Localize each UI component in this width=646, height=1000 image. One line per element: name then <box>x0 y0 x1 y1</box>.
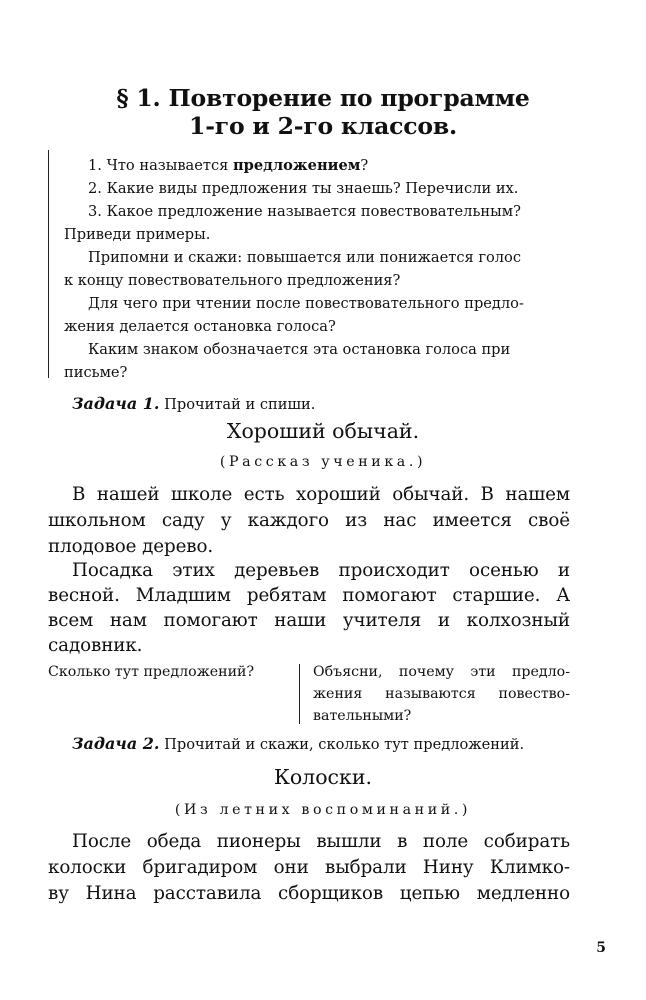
question-line: к концу повествовательного предложения? <box>64 272 401 289</box>
question-line: Приведи примеры. <box>64 226 211 243</box>
task-label: Задача 2. <box>72 734 160 753</box>
page-number: 5 <box>596 940 606 956</box>
column-divider <box>299 664 300 724</box>
text-line: всем нам помогают наши учителя и колхозный <box>48 610 570 631</box>
text-line: весной. Младшим ребятам помогают старшие. А <box>48 585 570 606</box>
question-line: 1. Что называется предложением? <box>88 157 369 174</box>
question-line: жения делается остановка голоса? <box>64 318 336 335</box>
question-line: 3. Какое предложение называется повествовательным? <box>88 203 521 220</box>
text-line: В нашей школе есть хороший обычай. В нашем <box>72 484 570 505</box>
text-line: ву Нина расставила сборщиков цепью медленно <box>48 883 570 904</box>
task-2-heading: Задача 2. Прочитай и скажи, сколько тут предложений. <box>72 734 525 753</box>
term-sentence: предложением <box>233 157 361 174</box>
story-subtitle: (Из летних воспоминаний.) <box>174 802 472 818</box>
question-explain-line: Объясни, почему эти предло- <box>313 664 570 680</box>
question-count-sentences: Сколько тут предложений? <box>48 664 255 680</box>
text-line: садовник. <box>48 635 143 656</box>
story-subtitle: (Рассказ ученика.) <box>219 454 427 470</box>
story-title: Колоски. <box>273 765 373 789</box>
task-1-heading: Задача 1. Прочитай и спиши. <box>72 394 316 413</box>
section-title-line-2: 1-го и 2-го классов. <box>189 112 457 140</box>
question-explain-line: вательными? <box>313 708 412 724</box>
question-line: письме? <box>64 364 128 381</box>
text-line: школьном саду у каждого из нас имеется своё <box>48 510 570 531</box>
question-line: Припомни и скажи: повышается или понижается голос <box>88 249 522 266</box>
section-title-line-1: § 1. Повторение по программе <box>116 84 530 112</box>
question-line: 2. Какие виды предложения ты знаешь? Перечисли их. <box>88 180 519 197</box>
question-line: Каким знаком обозначается эта остановка голоса при <box>88 341 511 358</box>
story-title: Хороший обычай. <box>226 419 420 443</box>
text-line: После обеда пионеры вышли в поле собирать <box>72 831 570 852</box>
text-line: Посадка этих деревьев происходит осенью и <box>72 560 570 581</box>
text-line: колоски бригадиром они выбрали Нину Климко- <box>48 857 570 878</box>
question-explain-line: жения называются повество- <box>313 686 570 702</box>
question-line: Для чего при чтении после повествовательного предло- <box>88 295 524 312</box>
text-line: плодовое дерево. <box>48 536 214 557</box>
review-questions <box>48 150 600 381</box>
task-label: Задача 1. <box>72 394 160 413</box>
